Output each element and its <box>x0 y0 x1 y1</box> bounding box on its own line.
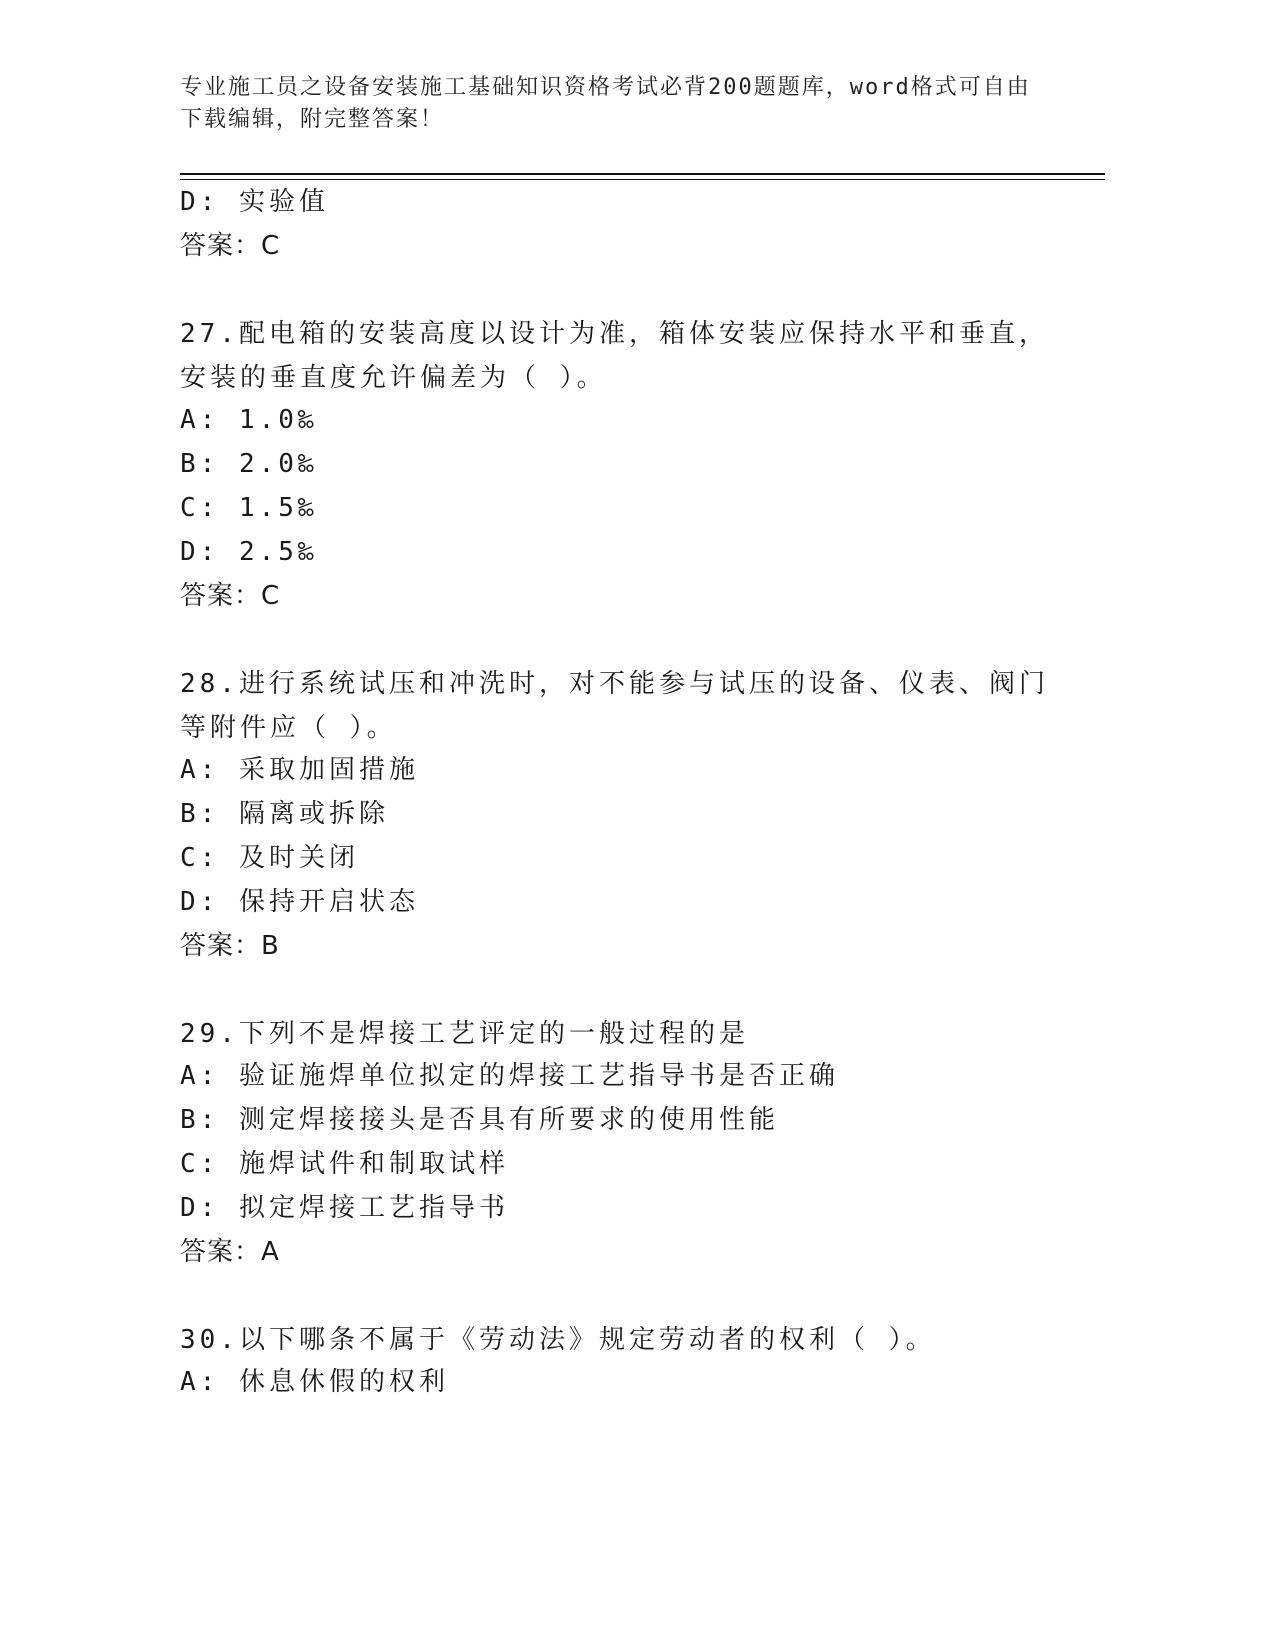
option-b: B: 2.0‰ <box>180 449 318 479</box>
question-answer: 答案：B <box>180 931 280 961</box>
page-header: 专业施工员之设备安装施工基础知识资格考试必背200题题库，word格式可自由下载编辑，附完整答案！ <box>180 75 1031 132</box>
option-c: C: 施焊试件和制取试样 <box>180 1149 509 1179</box>
question-30 <box>180 1318 1050 1406</box>
option-d: D: 2.5‰ <box>180 537 318 567</box>
option-c: C: 1.5‰ <box>180 493 318 523</box>
prev-question-answer: 答案：C <box>180 231 281 261</box>
option-d: D: 保持开启状态 <box>180 887 419 917</box>
question-stem: 27.配电箱的安装高度以设计为准，箱体安装应保持水平和垂直，安装的垂直度允许偏差为（ ）。 <box>180 319 1049 393</box>
question-28 <box>180 662 1050 970</box>
question-stem: 28.进行系统试压和冲洗时，对不能参与试压的设备、仪表、阀门等附件应（ ）。 <box>180 669 1049 743</box>
option-a: A: 休息休假的权利 <box>180 1367 449 1397</box>
question-list <box>180 182 1050 1406</box>
header-divider-thick <box>180 173 1105 175</box>
question-answer: 答案：C <box>180 581 281 611</box>
question-29 <box>180 1012 1050 1276</box>
question-27 <box>180 312 1050 620</box>
header-divider-thin <box>180 179 1105 180</box>
option-b: B: 隔离或拆除 <box>180 799 389 829</box>
question-answer: 答案：A <box>180 1237 280 1267</box>
option-a: A: 1.0‰ <box>180 405 318 435</box>
option-c: C: 及时关闭 <box>180 843 359 873</box>
option-b: B: 测定焊接接头是否具有所要求的使用性能 <box>180 1105 779 1135</box>
prev-question-option-d: D: 实验值 <box>180 187 329 217</box>
question-stem: 30.以下哪条不属于《劳动法》规定劳动者的权利（ ）。 <box>180 1325 936 1355</box>
option-a: A: 验证施焊单位拟定的焊接工艺指导书是否正确 <box>180 1061 839 1091</box>
option-a: A: 采取加固措施 <box>180 755 419 785</box>
question-stem: 29.下列不是焊接工艺评定的一般过程的是 <box>180 1019 749 1049</box>
option-d: D: 拟定焊接工艺指导书 <box>180 1193 509 1223</box>
